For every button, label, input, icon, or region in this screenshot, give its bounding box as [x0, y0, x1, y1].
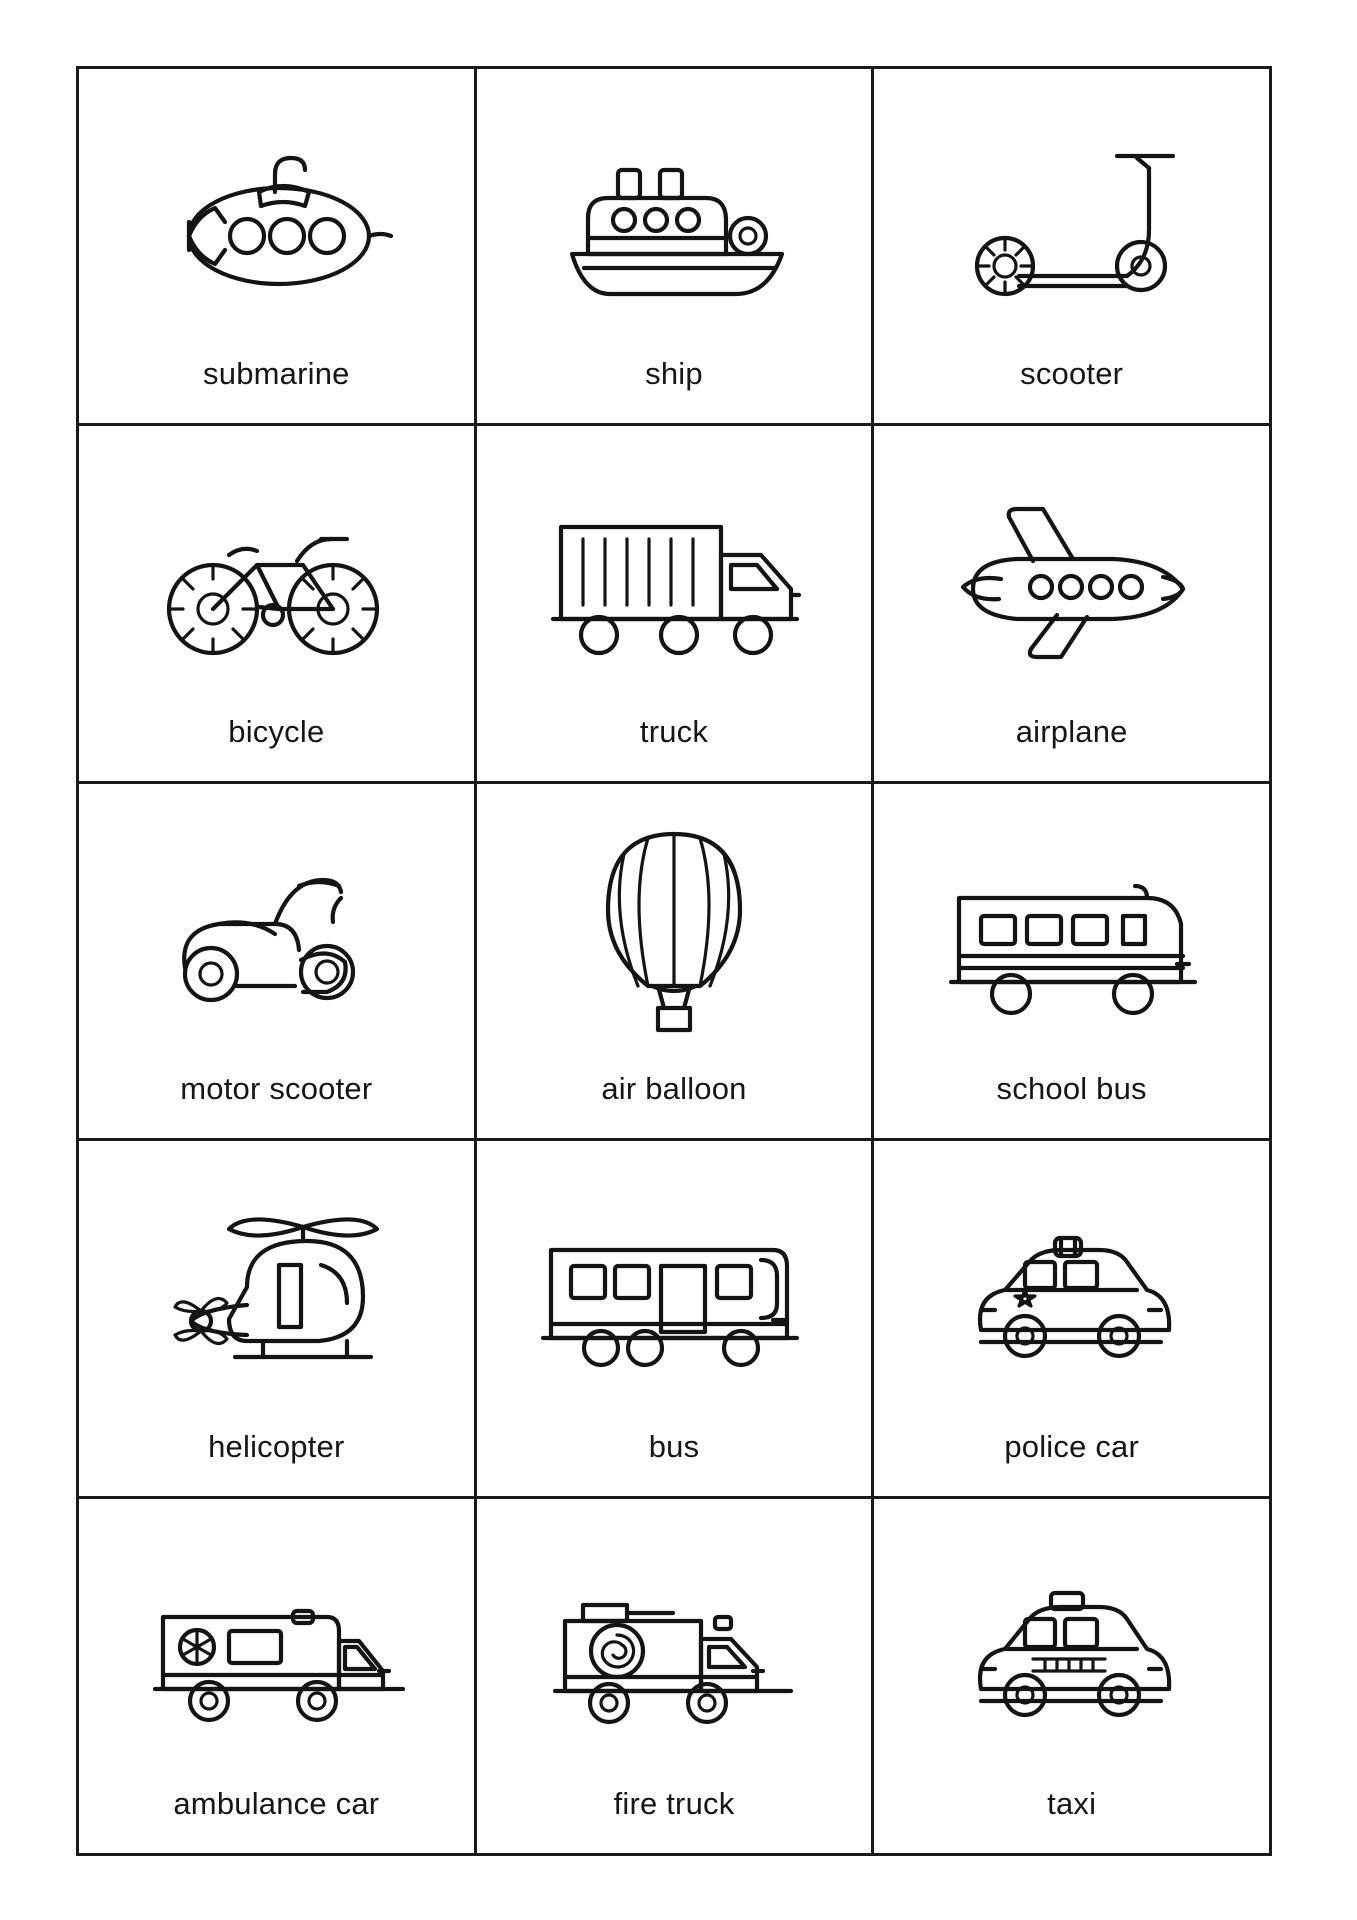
ambulance-icon: [79, 1499, 474, 1788]
hot-air-balloon-icon: [477, 784, 872, 1073]
card-label: scooter: [1020, 356, 1124, 392]
card-label: motor scooter: [180, 1071, 373, 1107]
flashcard-school-bus[interactable]: [874, 784, 1272, 1141]
flashcard-motor-scooter[interactable]: [79, 784, 477, 1141]
ship-icon: [477, 69, 872, 358]
card-label: helicopter: [208, 1428, 345, 1464]
flashcard-helicopter[interactable]: [79, 1141, 477, 1498]
card-label: air balloon: [601, 1071, 747, 1107]
flashcard-grid: [76, 66, 1272, 1856]
flashcard-fire-truck[interactable]: [477, 1499, 875, 1856]
bus-icon: [477, 1141, 872, 1430]
flashcard-air-balloon[interactable]: [477, 784, 875, 1141]
flashcard-police-car[interactable]: [874, 1141, 1272, 1498]
card-label: airplane: [1015, 713, 1128, 749]
airplane-icon: [874, 426, 1269, 715]
flashcard-scooter[interactable]: [874, 69, 1272, 426]
motor-scooter-icon: [79, 784, 474, 1073]
helicopter-icon: [79, 1141, 474, 1430]
flashcard-truck[interactable]: [477, 426, 875, 783]
taxi-icon: [874, 1499, 1269, 1788]
card-label: school bus: [996, 1071, 1147, 1107]
flashcard-ship[interactable]: [477, 69, 875, 426]
flashcard-taxi[interactable]: [874, 1499, 1272, 1856]
card-label: bus: [648, 1428, 700, 1464]
kick-scooter-icon: [874, 69, 1269, 358]
card-label: police car: [1004, 1428, 1139, 1464]
bicycle-icon: [79, 426, 474, 715]
submarine-icon: [79, 69, 474, 358]
card-label: submarine: [203, 356, 350, 392]
truck-icon: [477, 426, 872, 715]
flashcard-bus[interactable]: [477, 1141, 875, 1498]
card-label: truck: [639, 713, 709, 749]
flashcard-submarine[interactable]: [79, 69, 477, 426]
card-label: fire truck: [613, 1785, 735, 1821]
card-label: bicycle: [228, 713, 325, 749]
card-label: ship: [645, 356, 703, 392]
fire-truck-icon: [477, 1499, 872, 1788]
card-label: taxi: [1047, 1785, 1097, 1821]
card-label: ambulance car: [173, 1785, 380, 1821]
flashcard-bicycle[interactable]: [79, 426, 477, 783]
school-bus-icon: [874, 784, 1269, 1073]
police-car-icon: [874, 1141, 1269, 1430]
flashcard-ambulance-car[interactable]: [79, 1499, 477, 1856]
flashcard-airplane[interactable]: [874, 426, 1272, 783]
